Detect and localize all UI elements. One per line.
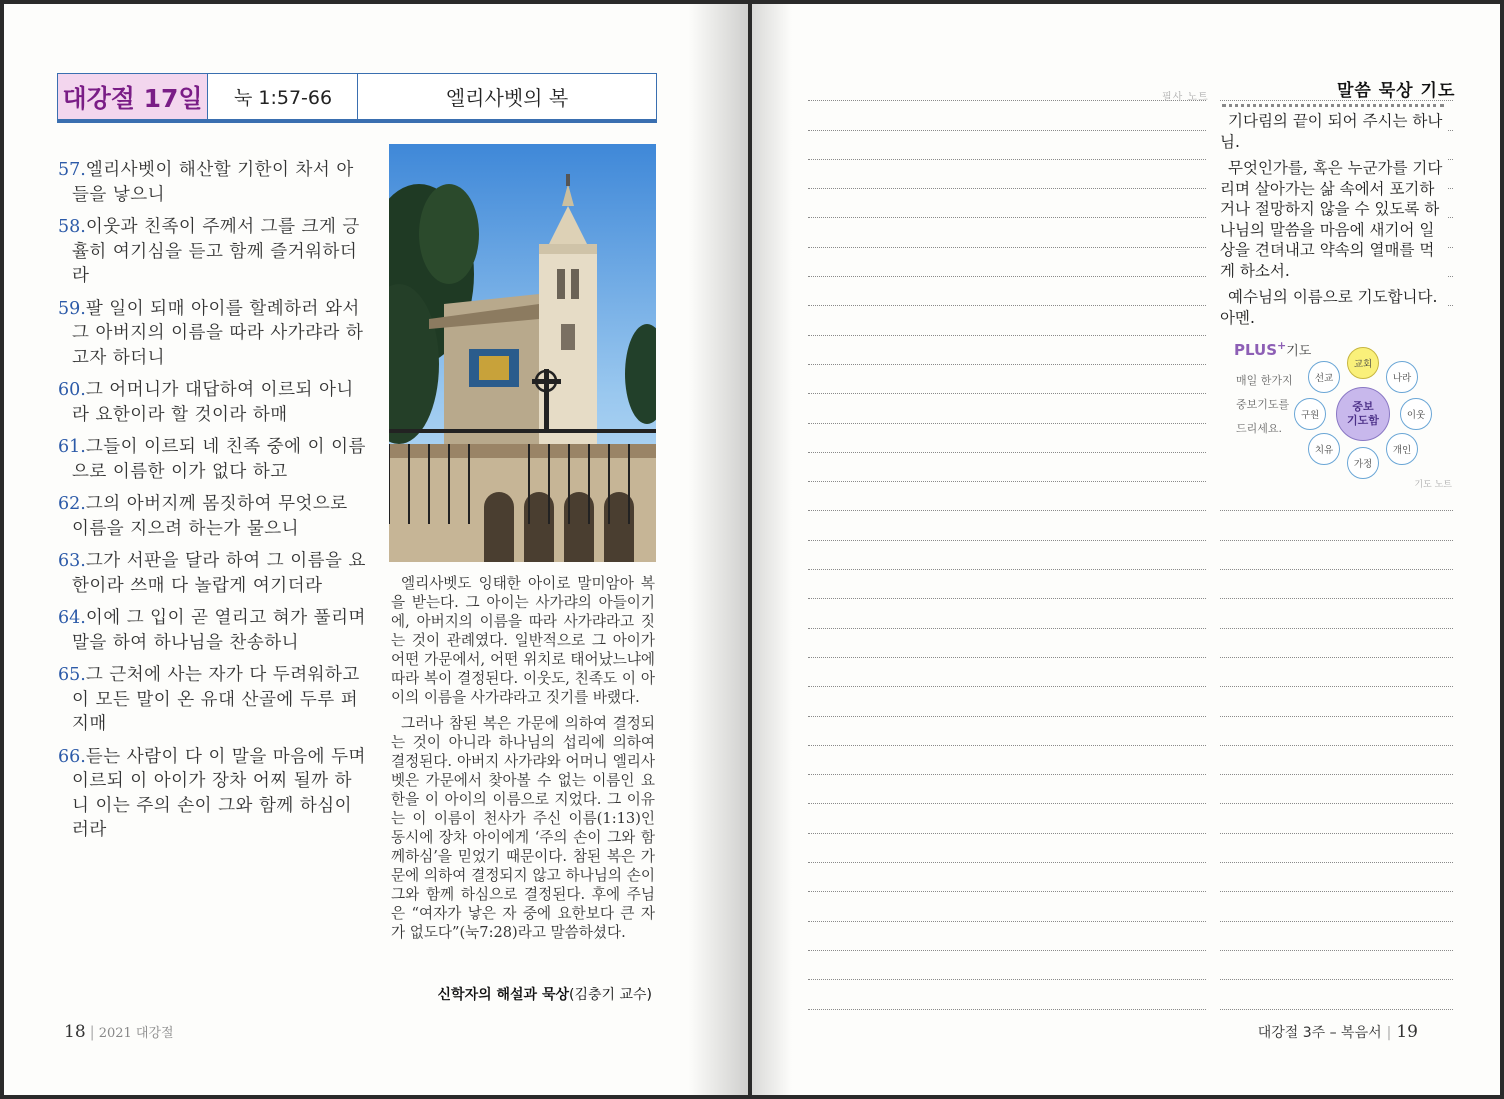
writing-line[interactable] [808,541,1206,570]
writing-line[interactable] [808,336,1206,365]
commentary-paragraph: 그러나 참된 복은 가문에 의하여 결정되는 것이 아니라 하나님의 섭리에 의하여 결정된다. 아버지 사가랴와 어머니 엘리사벳은 가문에서 찾아볼 수 없는 이름인 요한을 이 아이의 이름으로 지었다. 그 이유는 이 이름이 천사가 주신 이름(1:13)인 동시에 장차 아이에게 ‘주의 손이 그와 함께하심’을 믿었기 때문이다. 참된 복은 가문에 의하여 결정되지 않고 하나님의 손이 그와 함께 하심으로 결정된다. 후에 주님은 “여자가 낳은 자 중에 요한보다 큰 자가 없도다”(눅7:28)라고 말씀하셨다. [391,715,655,941]
writing-line[interactable] [1220,717,1453,746]
verse: 65.그 근처에 사는 자가 다 두려워하고 이 모든 말이 온 유대 산골에 두루 퍼지매 [58,665,360,734]
verse: 64.이에 그 입이 곧 열리고 혀가 풀리며 말을 하여 하나님을 찬송하니 [58,608,366,653]
gutter-shadow [688,4,748,1095]
writing-line[interactable] [808,922,1206,951]
plus-description: 매일 한가지 중보기도를 드리세요. [1236,374,1293,435]
writing-line[interactable] [1220,863,1453,892]
petal-healing: 치유 [1308,433,1340,465]
verse-list [58,158,368,851]
writing-line[interactable] [808,306,1206,335]
prayer-title: 말씀 묵상 기도 [1337,81,1456,101]
writing-line[interactable] [1220,951,1453,980]
verse: 60.그 어머니가 대답하여 이르되 아니라 요한이라 할 것이라 하매 [58,380,354,425]
byline: 신학자의 해설과 묵상(김충기 교수) [437,987,652,1003]
verse: 58.이웃과 친족이 주께서 그를 크게 긍휼히 여기심을 듣고 함께 즐거워하더라 [58,217,360,286]
writing-line[interactable] [808,775,1206,804]
reading-header [57,73,657,123]
page-footer-label: 2021 대강절 [98,1026,174,1041]
page-number: 18 [64,1022,86,1042]
scripture-reference: 눅 1:57-66 [208,74,358,119]
commentary-paragraph: 엘리사벳도 잉태한 아이로 말미암아 복을 받는다. 그 아이는 사가랴의 아들이기에, 아버지의 이름을 따라 사가랴라고 짓는 것이 관례였다. 일반적으로 그 아이가 어떤 가문에서, 어떤 위치로 태어났느냐에 따라 복이 결정된다. 이웃도, 친족도 이 아이의 이름을 사가랴라고 짓기를 바랬다. [391,575,655,706]
prayer-paragraph: 무엇인가를, 혹은 누군가를 기다리며 살아가는 삶 속에서 포기하거나 절망하지 않을 수 있도록 하나님의 말씀을 마음에 새기어 일상을 견뎌내고 약속의 열매를 먹게 하소서. [1220,159,1443,280]
writing-line[interactable] [808,72,1206,101]
writing-line[interactable] [808,980,1206,1009]
prayer-note-label: 기도 노트 [1414,480,1452,490]
writing-line[interactable] [1220,541,1453,570]
writing-line[interactable] [808,629,1206,658]
writing-line[interactable] [808,189,1206,218]
writing-line[interactable] [808,218,1206,247]
page-footer-label: 대강절 3주 – 복음서 [1257,1025,1382,1041]
writing-line[interactable] [808,511,1206,540]
writing-line[interactable] [808,863,1206,892]
reading-title: 엘리사벳의 복 [445,86,569,110]
prayer-divider [1222,104,1444,107]
writing-line[interactable] [1220,599,1453,628]
writing-line[interactable] [808,365,1206,394]
petal-salvation: 구원 [1294,398,1326,430]
writing-line[interactable] [1220,511,1453,540]
writing-line[interactable] [808,951,1206,980]
page-footer-left: 18 | 2021 대강절 [64,1022,174,1042]
writing-line[interactable] [808,101,1206,130]
writing-line[interactable] [1220,980,1453,1009]
writing-line[interactable] [808,570,1206,599]
verse: 59.팔 일이 되매 아이를 할례하러 와서 그 아버지의 이름을 따라 사가랴라 하고자 하더니 [58,298,364,368]
church-photo [389,144,656,562]
writing-line[interactable] [808,834,1206,863]
writing-line[interactable] [808,717,1206,746]
prayer-paragraph: 예수님의 이름으로 기도합니다. 아멘. [1220,288,1438,327]
day-label: 대강절 17일 [58,74,208,119]
page-number: 19 [1396,1022,1418,1042]
writing-line[interactable] [1220,922,1453,951]
petal-mission: 선교 [1308,361,1340,393]
writing-line[interactable] [1220,804,1453,833]
page-footer-right: 대강절 3주 – 복음서 | 19 [1257,1022,1418,1042]
petal-church: 교회 [1347,347,1379,379]
writing-line[interactable] [1220,658,1453,687]
copy-note-lines[interactable] [808,72,1206,1010]
petal-individual: 개인 [1386,433,1418,465]
plus-title: PLUS+기도 [1234,339,1312,359]
prayer-text [1220,111,1448,334]
plus-prayer-box [1218,329,1458,494]
writing-line[interactable] [808,131,1206,160]
petal-family: 가정 [1347,447,1379,479]
writing-line[interactable] [1220,687,1453,716]
petal-neighbor: 이웃 [1400,398,1432,430]
writing-line[interactable] [1220,746,1453,775]
writing-line[interactable] [1220,775,1453,804]
left-page [4,4,748,1095]
gutter-shadow [752,4,792,1095]
intercession-center: 중보 기도함 [1336,387,1390,441]
writing-line[interactable] [808,424,1206,453]
copy-note-label: 필사 노트 [1162,92,1209,103]
writing-line[interactable] [808,394,1206,423]
right-page [752,4,1500,1095]
verse: 57.엘리사벳이 해산할 기한이 차서 아들을 낳으니 [58,160,354,205]
writing-line[interactable] [808,482,1206,511]
verse: 62.그의 아버지께 몸짓하여 무엇으로 이름을 지으려 하는가 물으니 [58,494,348,539]
writing-line[interactable] [808,599,1206,628]
writing-line[interactable] [808,687,1206,716]
writing-line[interactable] [808,453,1206,482]
petal-nation: 나라 [1386,361,1418,393]
writing-line[interactable] [808,277,1206,306]
verse: 66.듣는 사람이 다 이 말을 마음에 두며 이르되 이 아이가 장차 어찌 될까 하니 이는 주의 손이 그와 함께 하심이러라 [58,746,366,840]
commentary [391,574,655,949]
writing-line[interactable] [1220,629,1453,658]
prayer-paragraph: 기다림의 끝이 되어 주시는 하나님. [1220,112,1443,151]
writing-line[interactable] [808,804,1206,833]
verse: 61.그들이 이르되 네 친족 중에 이 이름으로 이름한 이가 없다 하고 [58,437,366,482]
writing-line[interactable] [808,160,1206,189]
writing-line[interactable] [808,658,1206,687]
verse: 63.그가 서판을 달라 하여 그 이름을 요한이라 쓰매 다 놀랍게 여기더라 [58,551,366,596]
writing-line[interactable] [808,892,1206,921]
writing-line[interactable] [808,248,1206,277]
writing-line[interactable] [1220,570,1453,599]
writing-line[interactable] [808,746,1206,775]
writing-line[interactable] [1220,834,1453,863]
writing-line[interactable] [1220,892,1453,921]
